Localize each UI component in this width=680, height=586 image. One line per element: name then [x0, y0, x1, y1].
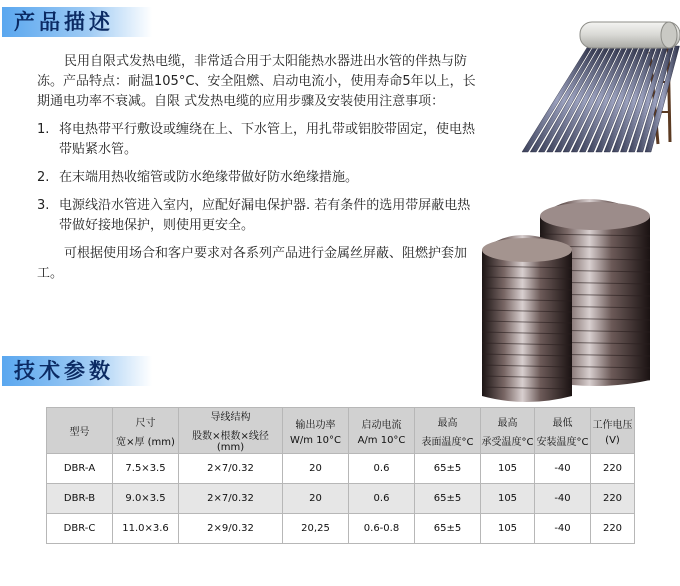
cell-size: 9.0×3.5 — [113, 484, 179, 514]
step-2-number: 2. — [37, 170, 50, 185]
header-power-top: 输出功率 — [295, 419, 336, 431]
step-3-number: 3. — [37, 198, 50, 213]
section-title-technical-parameters: 技术参数 — [2, 356, 152, 386]
cell-size: 7.5×3.5 — [113, 454, 179, 484]
cell-power: 20 — [283, 484, 349, 514]
step-1-number: 1. — [37, 122, 50, 137]
header-power — [283, 408, 349, 454]
cell-max-withstand: 105 — [481, 514, 535, 544]
table-row — [47, 484, 635, 514]
header-conductor — [179, 408, 283, 454]
cell-min-install: -40 — [535, 454, 591, 484]
step-1 — [37, 120, 477, 160]
header-size — [113, 408, 179, 454]
header-max-surface-sub: 表面温度°C — [421, 436, 474, 448]
header-current-sub: A/m 10°C — [357, 434, 406, 446]
step-3-text: 电源线沿水管进入室内，应配好漏电保护器. 若有条件的选用带屏蔽电热带做好接地保护，则使用更安全。 — [59, 198, 471, 233]
table-row — [47, 514, 635, 544]
header-max-surface — [415, 408, 481, 454]
header-min-install — [535, 408, 591, 454]
header-max-withstand-sub: 承受温度°C — [481, 436, 534, 448]
cell-model: DBR-B — [47, 484, 113, 514]
header-current-top: 启动电流 — [361, 419, 402, 431]
header-model: 型号 — [47, 408, 113, 454]
cell-current: 0.6-0.8 — [349, 514, 415, 544]
cell-max-withstand: 105 — [481, 454, 535, 484]
header-max-withstand — [481, 408, 535, 454]
step-2-text: 在末端用热收缩管或防水绝缘带做好防水绝缘措施。 — [59, 170, 359, 185]
cell-conductor: 2×7/0.32 — [179, 484, 283, 514]
header-conductor-top: 导线结构 — [210, 412, 251, 423]
header-size-top: 尺寸 — [135, 417, 156, 429]
cell-conductor: 2×7/0.32 — [179, 454, 283, 484]
cell-current: 0.6 — [349, 484, 415, 514]
description-block — [37, 52, 477, 284]
step-1-text: 将电热带平行敷设或缠绕在上、下水管上，用扎带或铝胶带固定，使电热带贴紧水管。 — [59, 122, 476, 157]
cell-voltage: 220 — [591, 454, 635, 484]
cell-current: 0.6 — [349, 454, 415, 484]
cell-voltage: 220 — [591, 484, 635, 514]
solar-water-heater-image — [518, 12, 680, 162]
cell-size: 11.0×3.6 — [113, 514, 179, 544]
header-max-surface-top: 最高 — [437, 417, 458, 429]
table-row — [47, 454, 635, 484]
section-title-product-description: 产品描述 — [2, 7, 152, 37]
cell-min-install: -40 — [535, 514, 591, 544]
header-voltage-sub: (V) — [605, 434, 620, 446]
header-max-withstand-top: 最高 — [497, 417, 518, 429]
closing-paragraph: 可根据使用场合和客户要求对各系列产品进行金属丝屏蔽、阻燃护套加工。 — [37, 246, 468, 281]
header-min-install-sub: 安装温度°C — [536, 436, 589, 448]
cell-power: 20,25 — [283, 514, 349, 544]
header-size-sub: 宽×厚 (mm) — [116, 436, 175, 448]
header-min-install-top: 最低 — [552, 417, 573, 429]
cell-max-withstand: 105 — [481, 484, 535, 514]
cell-model: DBR-C — [47, 514, 113, 544]
cell-voltage: 220 — [591, 514, 635, 544]
step-2 — [37, 168, 477, 188]
water-tanks-image — [474, 190, 662, 408]
cell-model: DBR-A — [47, 454, 113, 484]
cell-conductor: 2×9/0.32 — [179, 514, 283, 544]
cell-min-install: -40 — [535, 484, 591, 514]
cell-power: 20 — [283, 454, 349, 484]
spec-table — [46, 407, 635, 544]
table-header-row — [47, 408, 635, 454]
header-power-sub: W/m 10°C — [290, 434, 341, 446]
cell-max-surface: 65±5 — [415, 514, 481, 544]
header-voltage — [591, 408, 635, 454]
intro-paragraph: 民用自限式发热电缆，非常适合用于太阳能热水器进出水管的伴热与防冻。产品特点：耐温105°C、安全阻燃、启动电流小，使用寿命5年以上，长期通电功率不衰减。自限 式发热电缆的应用步骤及安装使用注意事项： — [37, 54, 476, 109]
cell-max-surface: 65±5 — [415, 454, 481, 484]
header-conductor-sub: 股数×根数×线径 (mm) — [192, 431, 269, 453]
header-current — [349, 408, 415, 454]
cell-max-surface: 65±5 — [415, 484, 481, 514]
header-voltage-top: 工作电压 — [592, 419, 633, 431]
step-3 — [37, 196, 477, 236]
